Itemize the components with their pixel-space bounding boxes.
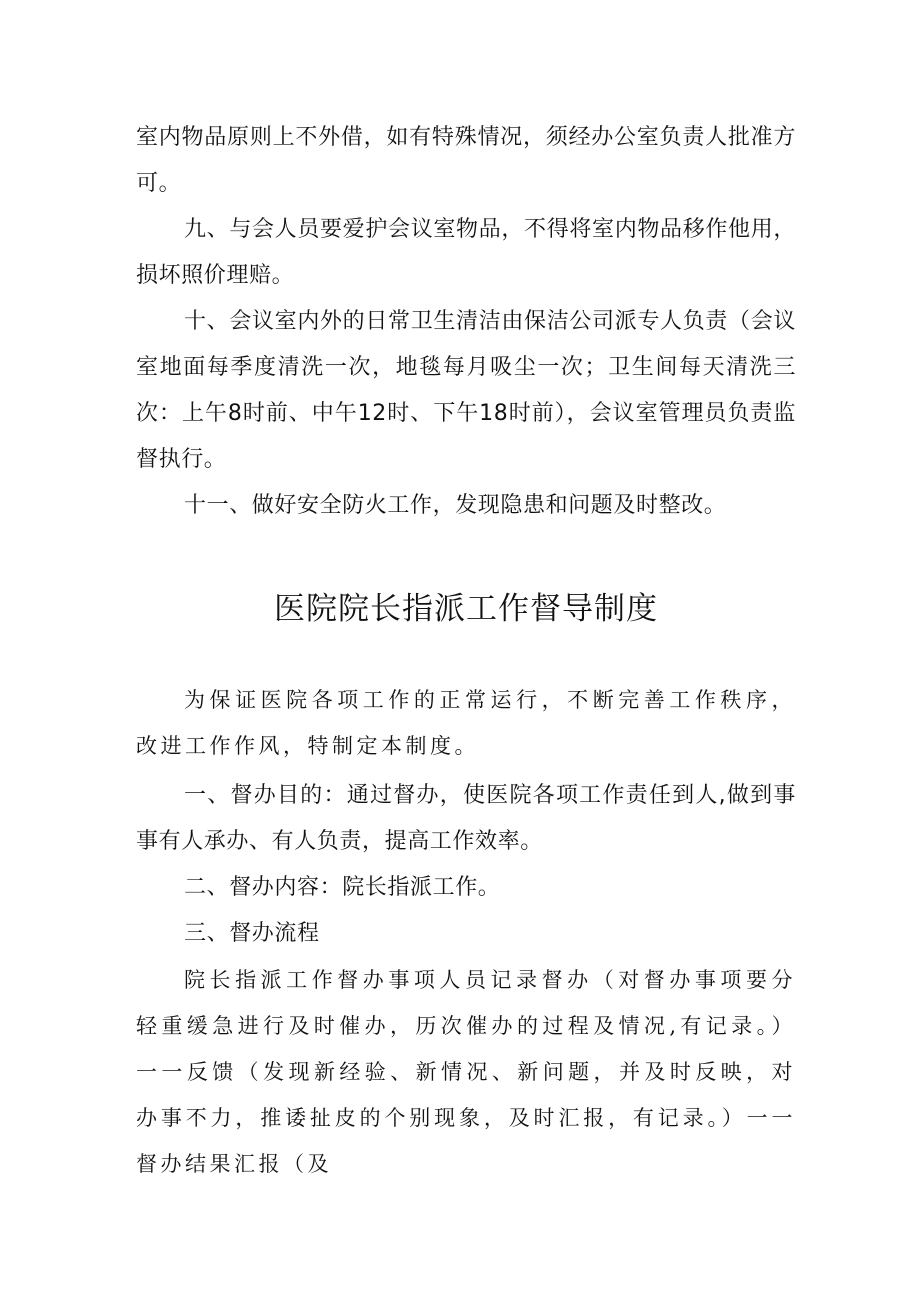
paragraph-item-one: 一、督办目的：通过督办，使医院各项工作责任到人,做到事事有人承办、有人负责，提高工作效率。 — [136, 783, 796, 854]
paragraph-rule-ten: 十、会议室内外的日常卫生清洁由保洁公司派专人负责（会议室地面每季度清洗一次，地毯每月吸尘一次；卫生间每天清洗三次：上午8时前、中午12时、下午18时前），会议室管理员负责监督执行。 — [136, 309, 796, 472]
document-content — [136, 115, 796, 1187]
paragraph-rule-eleven: 十一、做好安全防火工作，发现隐患和问题及时整改。 — [184, 493, 727, 518]
section-title: 医院院长指派工作督导制度 — [274, 591, 658, 627]
paragraph-intro: 为保证医院各项工作的正常运行，不断完善工作秩序，改进工作作风，特制定本制度。 — [136, 688, 796, 758]
paragraph-process: 院长指派工作督办事项人员记录督办（对督办事项要分轻重缓急进行及时催办，历次催办的过程及情况,有记录。）一一反馈（发现新经验、新情况、新问题，并及时反映，对办事不力，推诿扯皮的个别现象，及时汇报，有记录。）一一督办结果汇报（及 — [136, 968, 796, 1176]
paragraph-loan-rule: 室内物品原则上不外借，如有特殊情况，须经办公室负责人批准方可。 — [136, 125, 796, 196]
paragraph-item-three: 三、督办流程 — [184, 921, 320, 946]
paragraph-rule-nine: 九、与会人员要爱护会议室物品，不得将室内物品移作他用，损坏照价理赔。 — [136, 217, 796, 288]
paragraph-item-two: 二、督办内容：院长指派工作。 — [184, 875, 501, 900]
